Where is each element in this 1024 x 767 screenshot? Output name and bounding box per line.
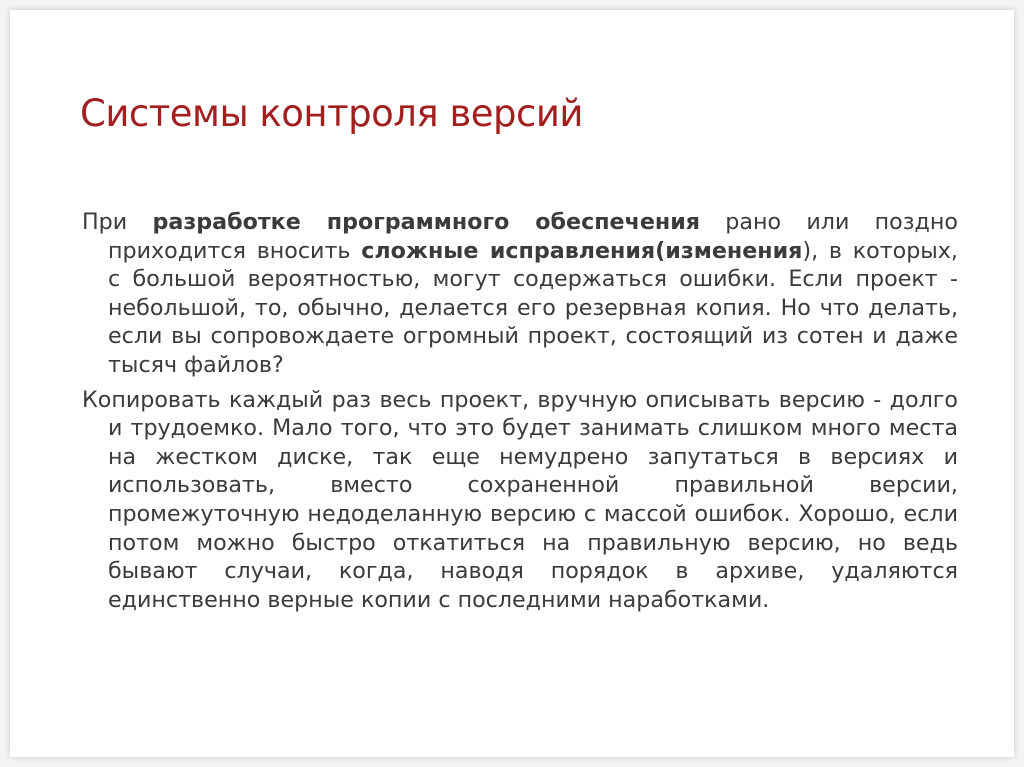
paragraph-development xyxy=(82,208,958,380)
paragraph-copying: Копировать каждый раз весь проект, вручную описывать версию - долго и трудоемко. Мало того, что это будет занимать слишком много места на жестком диске, так еще немудрено запутаться в версиях и использовать, вместо сохраненной правильной версии, промежуточную недоделанную версию с массой ошибок. Хорошо, если потом можно быстро откатиться на правильную версию, но ведь бывают случаи, когда, наводя порядок в архиве, удаляются единственно верные копии с последними наработками. xyxy=(82,386,958,613)
paragraph-1-text-3: ), в которых, с большой вероятностью, могут содержаться ошибки. Если проект - небольшой, то, обычно, делается его резервная копия. Но что делать, если вы сопровождаете огромный проект, состоящий из сотен и даже тысяч файлов? xyxy=(108,237,958,378)
slide-body xyxy=(82,208,958,620)
slide-title: Системы контроля версий xyxy=(80,92,583,135)
paragraph-1-bold-2: сложные исправления(изменения xyxy=(361,237,803,264)
paragraph-1-text-2: рано или поздно приходится вносить xyxy=(108,209,958,264)
paragraph-1-text-1: При xyxy=(82,209,153,235)
paragraph-1-bold-1: разработке программного обеспечения xyxy=(152,209,701,235)
slide xyxy=(10,10,1014,757)
